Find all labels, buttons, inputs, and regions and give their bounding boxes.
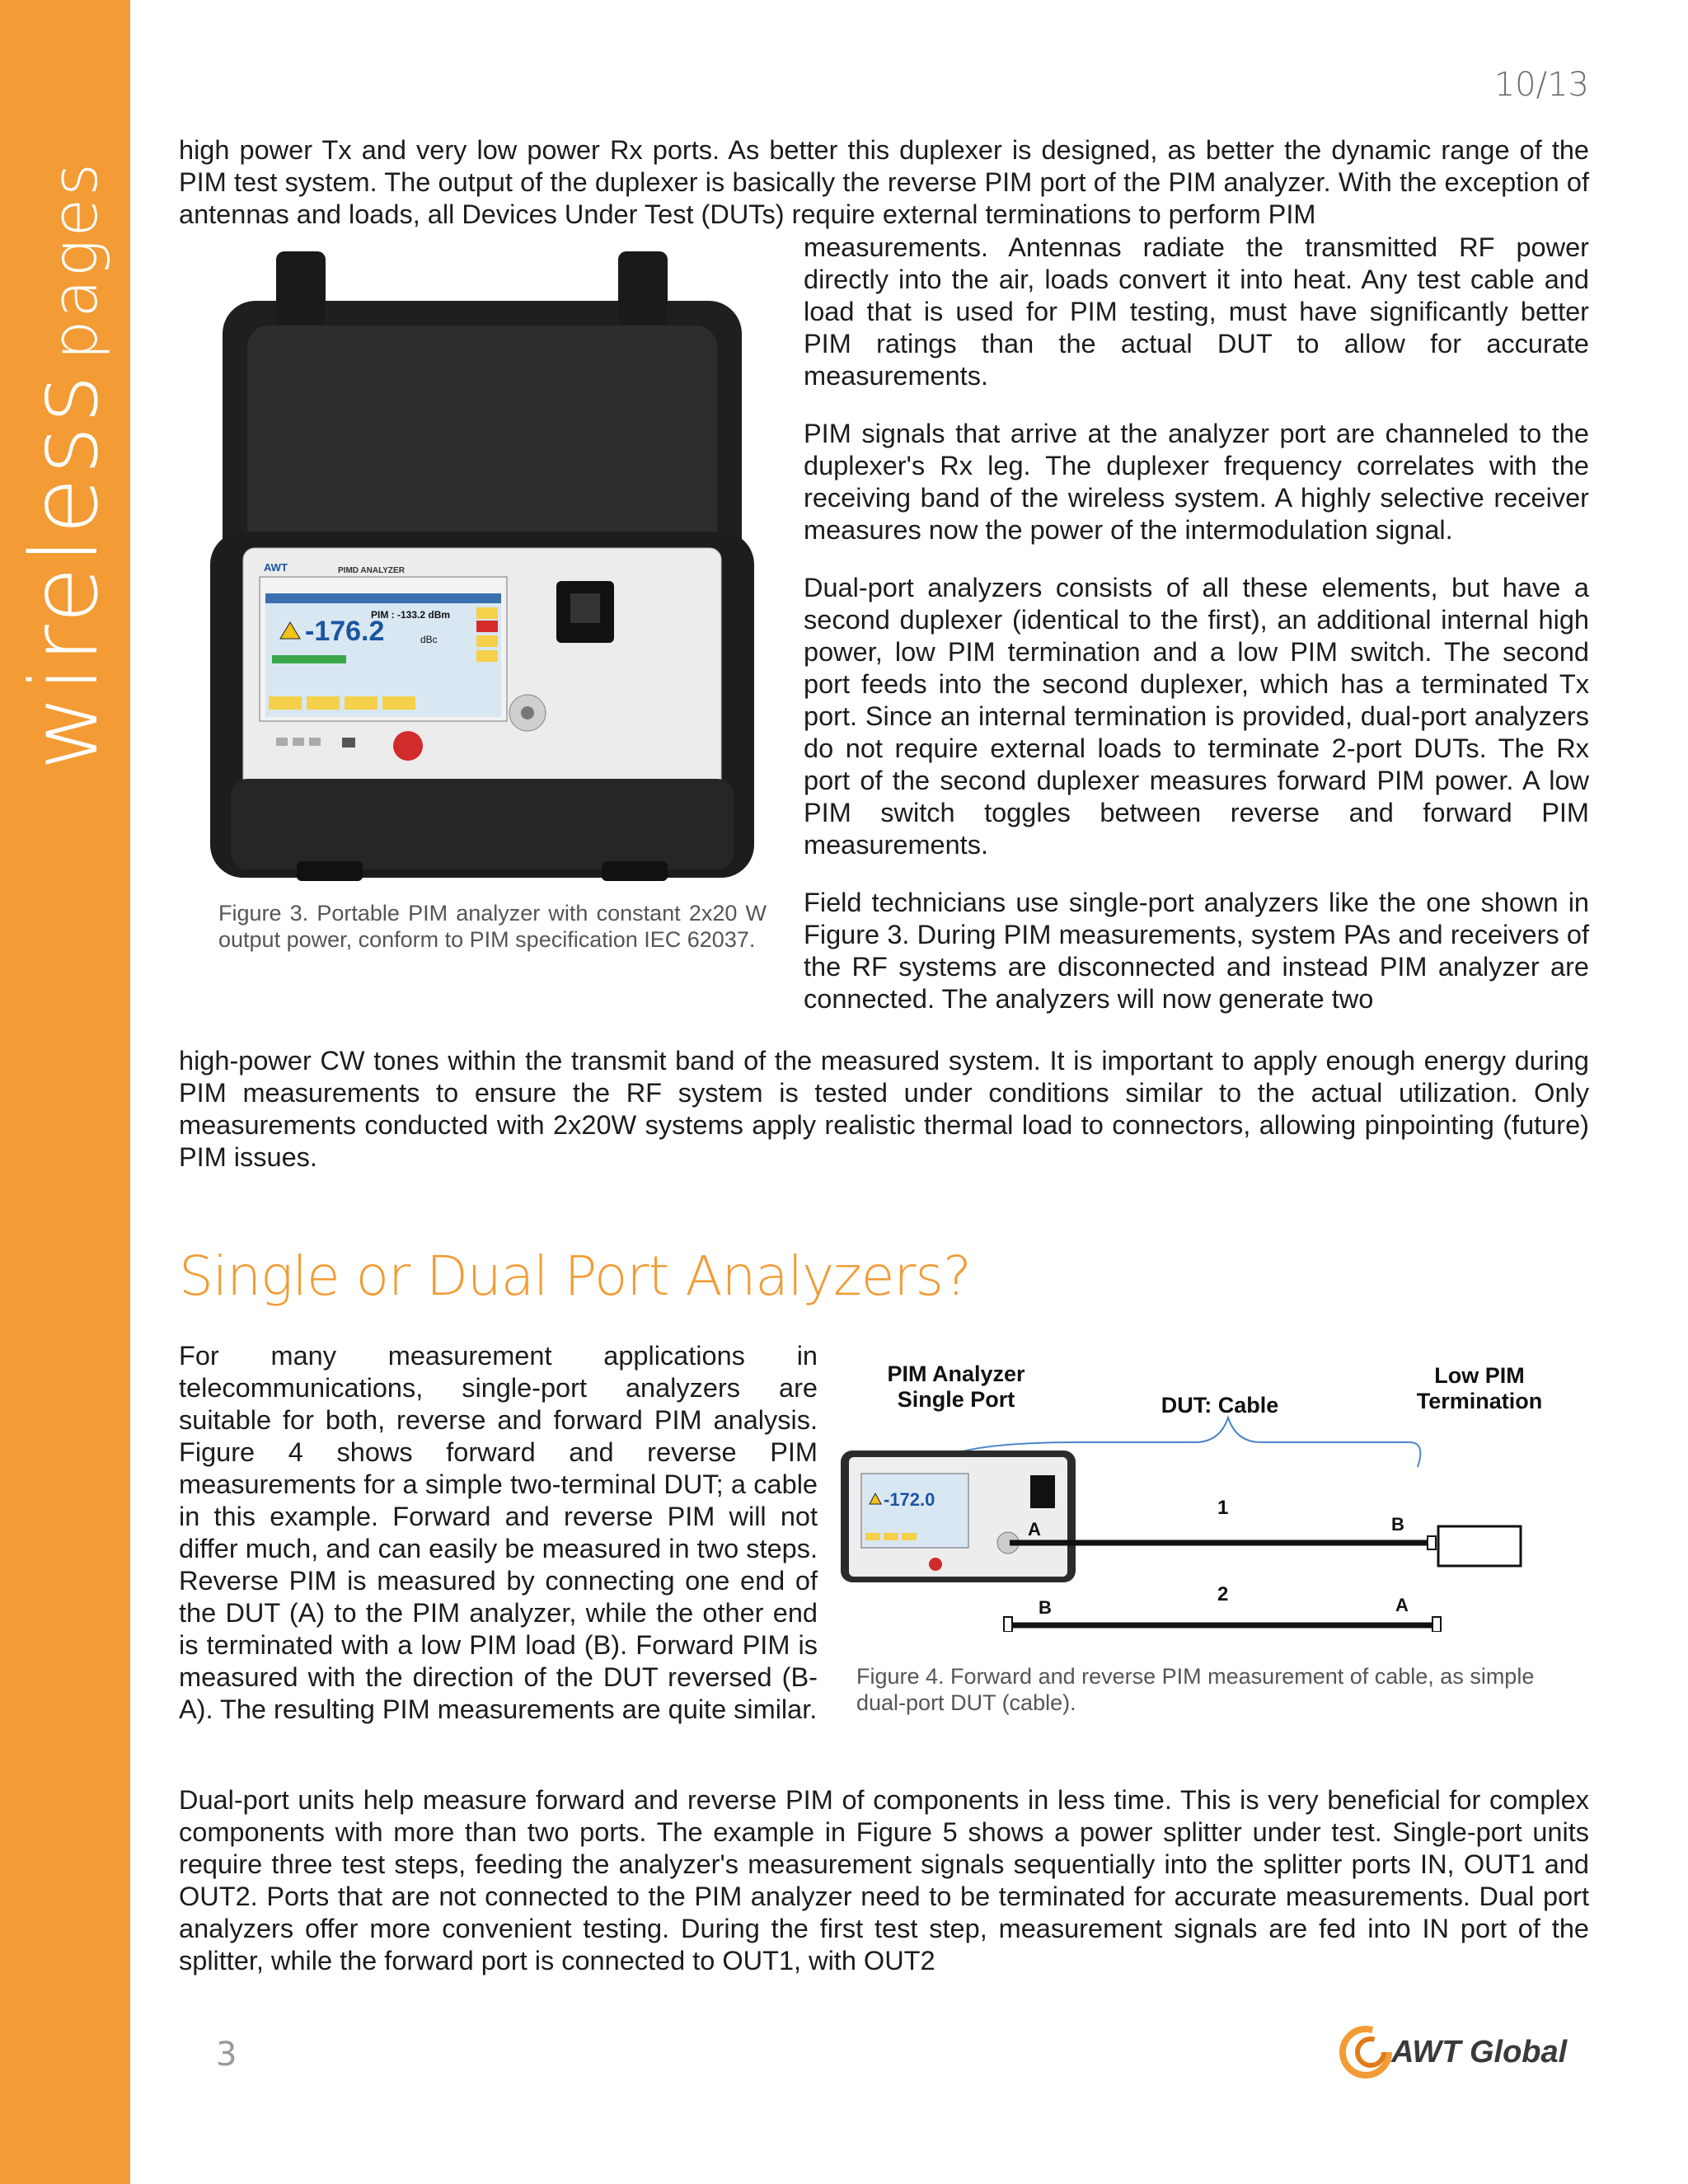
figure-4-caption: Figure 4. Forward and reverse PIM measurement of cable, as simple dual-port DUT (cable).: [856, 1664, 1535, 1715]
sidebar-band: [0, 0, 130, 2184]
figure-4-screen-value: -172.0: [884, 1489, 935, 1510]
figure-4-label-termination: Low PIM Termination: [1416, 1363, 1543, 1413]
logo-text: AWT Global: [1391, 2035, 1568, 2069]
paragraph-bottom: Dual-port units help measure forward and reverse PIM of components in less time. This is very beneficial for complex components with more than two ports. The example in Figure 5 shows a power splitter under test. Single-port units require three test steps, feeding the analyzer's measurement signals sequentially into the splitter ports IN, OUT1 and OUT2. Ports that are not connected to the PIM analyzer need to be terminated for accurate measurements. Dual port analyzers offer more convenient testing. During the first test step, measurement signals are fed into IN port of the splitter, while the forward port is connected to OUT1, with OUT2: [179, 1785, 1589, 1975]
paragraph-top: high power Tx and very low power Rx ports. As better this duplexer is designed, as better the dynamic range of the PIM test system. The output of the duplexer is basically the reverse PIM port of the PIM analyzer. With the exception of antennas and loads, all Devices Under Test (DUTs) require external terminations to perform PIM: [179, 135, 1589, 229]
figure-4-label-dut: DUT: Cable: [1160, 1393, 1279, 1418]
section-heading: Single or Dual Port Analyzers?: [179, 1244, 971, 1308]
figure-3-caption: Figure 3. Portable PIM analyzer with constant 2x20 W output power, conform to PIM specification IEC 62037.: [218, 901, 767, 952]
figure-4-diagram: [832, 1352, 1558, 1632]
figure-4-label-analyzer: PIM Analyzer Single Port: [887, 1361, 1025, 1412]
sidebar-sub: pages: [38, 161, 111, 360]
sidebar-title: [12, 161, 119, 771]
figure-3-analyzer-photo: [198, 251, 767, 886]
figure-4-port-b1: B: [1391, 1514, 1404, 1535]
figure-4-termination-load: [1438, 1526, 1521, 1566]
figure-3-screen-pim: PIM : -133.2 dBm: [371, 609, 451, 621]
figure-3-brand: AWT: [264, 561, 288, 574]
page-counter: 10/13: [1493, 66, 1589, 104]
paragraph-field-technicians: Field technicians use single-port analyzers like the one shown in Figure 3. During PIM measurements, system PAs and receivers of the RF systems are disconnected and instead PIM analyzer are connected. The analyzers will now generate two: [804, 888, 1589, 1014]
figure-3-screen-unit: dBc: [420, 634, 438, 645]
figure-3-screen-title: PIMD ANALYZER: [338, 566, 405, 575]
paragraph-pim-signals: PIM signals that arrive at the analyzer port are channeled to the duplexer's Rx leg. The duplexer frequency correlates with the receiving band of the wireless system. A highly selective receiver measures now the power of the intermodulation signal.: [804, 419, 1589, 545]
paragraph-cw-tones: high-power CW tones within the transmit band of the measured system. It is important to apply enough energy during PIM measurements to ensure the RF system is tested under conditions similar to the actual utilization. Only measurements conducted with 2x20W systems apply realistic thermal load to connectors, allowing pinpointing (future) PIM issues.: [179, 1046, 1589, 1172]
figure-4-port-b2: B: [1039, 1597, 1052, 1618]
figure-3-screen-value: -176.2: [305, 616, 385, 647]
paragraph-dual-port: Dual-port analyzers consists of all these elements, but have a second duplexer (identical to the first), an additional internal high power, low PIM termination and a low PIM switch. The second port feeds into the second duplexer, which has a terminated Tx port. Since an internal termination is provided, dual-port analyzers do not require external loads to terminate 2-port DUTs. The Rx port of the second duplexer measures forward PIM power. A low PIM switch toggles between reverse and forward PIM measurements.: [804, 573, 1589, 860]
figure-4-cable-1-number: 1: [1217, 1497, 1229, 1519]
column-right: [804, 232, 1589, 1015]
paragraph-section-left: For many measurement applications in telecommunications, single-port analyzers are suitable for both, reverse and forward PIM analysis. Figure 4 shows forward and reverse PIM measurements for a simple two-terminal DUT; a cable in this example. Forward and reverse PIM will not differ much, and can easily be measured in two steps. Reverse PIM is measured by connecting one end of the DUT (A) to the PIM analyzer, while the other end is terminated with a low PIM load (B). Forward PIM is measured with the direction of the DUT reversed (B-A). The resulting PIM measurements are quite similar.: [179, 1341, 818, 1724]
page-number: 3: [216, 2036, 237, 2074]
figure-4-cable-2-number: 2: [1217, 1583, 1229, 1605]
figure-4-port-a2: A: [1395, 1595, 1409, 1615]
figure-4-port-a1: A: [1028, 1519, 1041, 1540]
sidebar-word: wireless: [12, 371, 119, 771]
paragraph-measurements: measurements. Antennas radiate the transmitted RF power directly into the air, loads convert it into heat. Any test cable and load that is used for PIM testing, must have significantly better PIM ratings than the actual DUT to allow for accurate measurements.: [804, 232, 1589, 391]
